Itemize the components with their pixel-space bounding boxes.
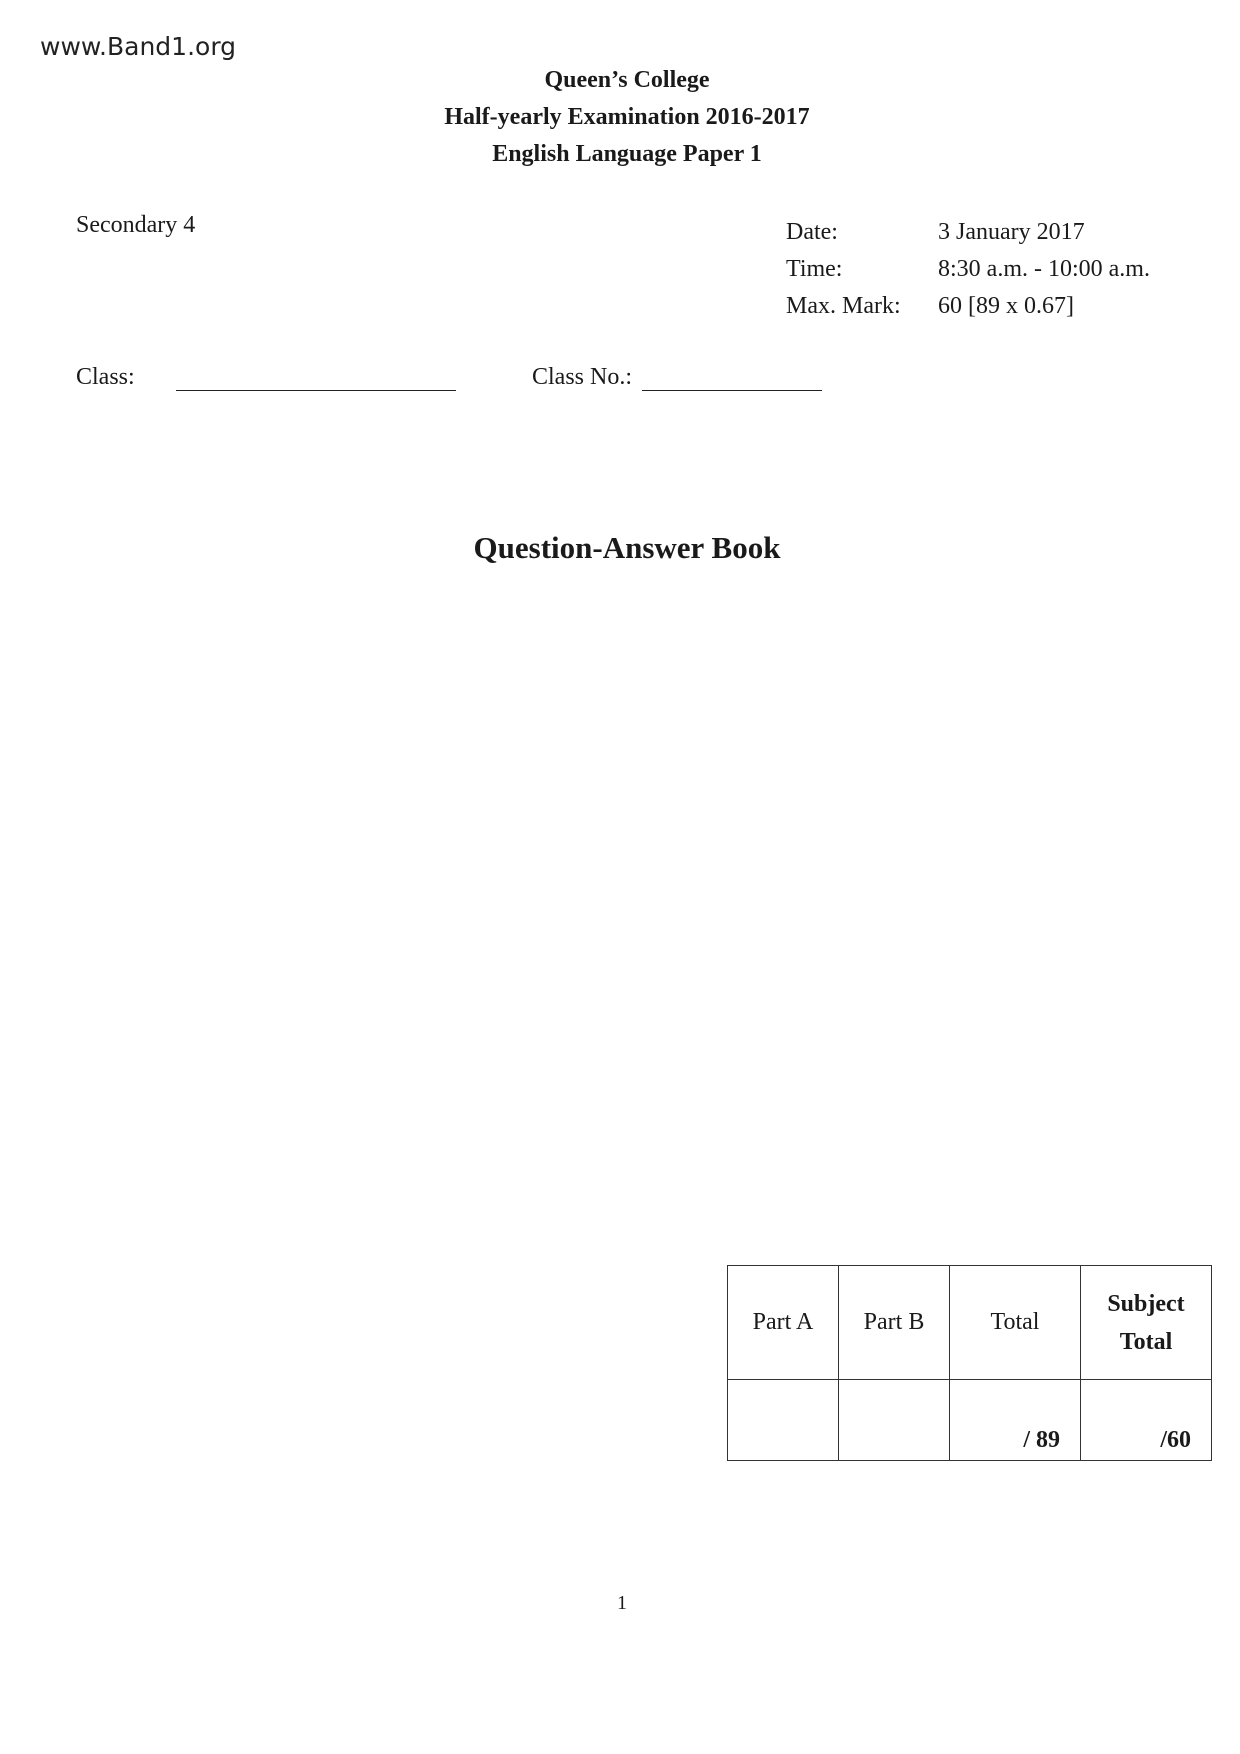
date-value: 3 January 2017 [938, 219, 1085, 245]
subject-total-score-cell[interactable]: /60 [1081, 1380, 1212, 1461]
part-b-score-cell[interactable] [839, 1380, 950, 1461]
part-a-score-cell[interactable] [728, 1380, 839, 1461]
max-mark-value: 60 [89 x 0.67] [938, 293, 1074, 319]
class-no-label: Class No.: [532, 364, 633, 390]
book-title: Question-Answer Book [473, 530, 781, 565]
school-name: Queen’s College [544, 67, 710, 93]
max-mark-row [786, 288, 1150, 325]
date-label: Date: [786, 219, 838, 245]
class-field[interactable] [176, 390, 456, 391]
part-a-header: Part A [728, 1266, 839, 1380]
page-number: 1 [617, 1592, 627, 1614]
total-header: Total [950, 1266, 1081, 1380]
total-score-cell[interactable]: / 89 [950, 1380, 1081, 1461]
time-row [786, 251, 1150, 288]
subject-header-line1: Subject [1107, 1290, 1185, 1317]
marks-table [727, 1265, 1212, 1461]
date-row [786, 214, 1150, 251]
part-b-header: Part B [839, 1266, 950, 1380]
time-value: 8:30 a.m. - 10:00 a.m. [938, 256, 1150, 282]
paper-name: English Language Paper 1 [492, 141, 762, 167]
watermark-url: www.Band1.org [40, 32, 237, 61]
exam-meta [786, 214, 1150, 325]
subject-header-line2: Total [1119, 1328, 1173, 1355]
marks-table-header-row [728, 1266, 1212, 1380]
max-mark-label: Max. Mark: [786, 293, 901, 319]
time-label: Time: [786, 256, 843, 282]
exam-header [0, 62, 1240, 173]
marks-table-score-row [728, 1380, 1212, 1461]
class-label: Class: [76, 364, 135, 390]
subject-total-header [1081, 1266, 1212, 1380]
exam-name: Half-yearly Examination 2016-2017 [444, 104, 810, 130]
level-label: Secondary 4 [76, 212, 196, 238]
class-no-field[interactable] [642, 390, 822, 391]
